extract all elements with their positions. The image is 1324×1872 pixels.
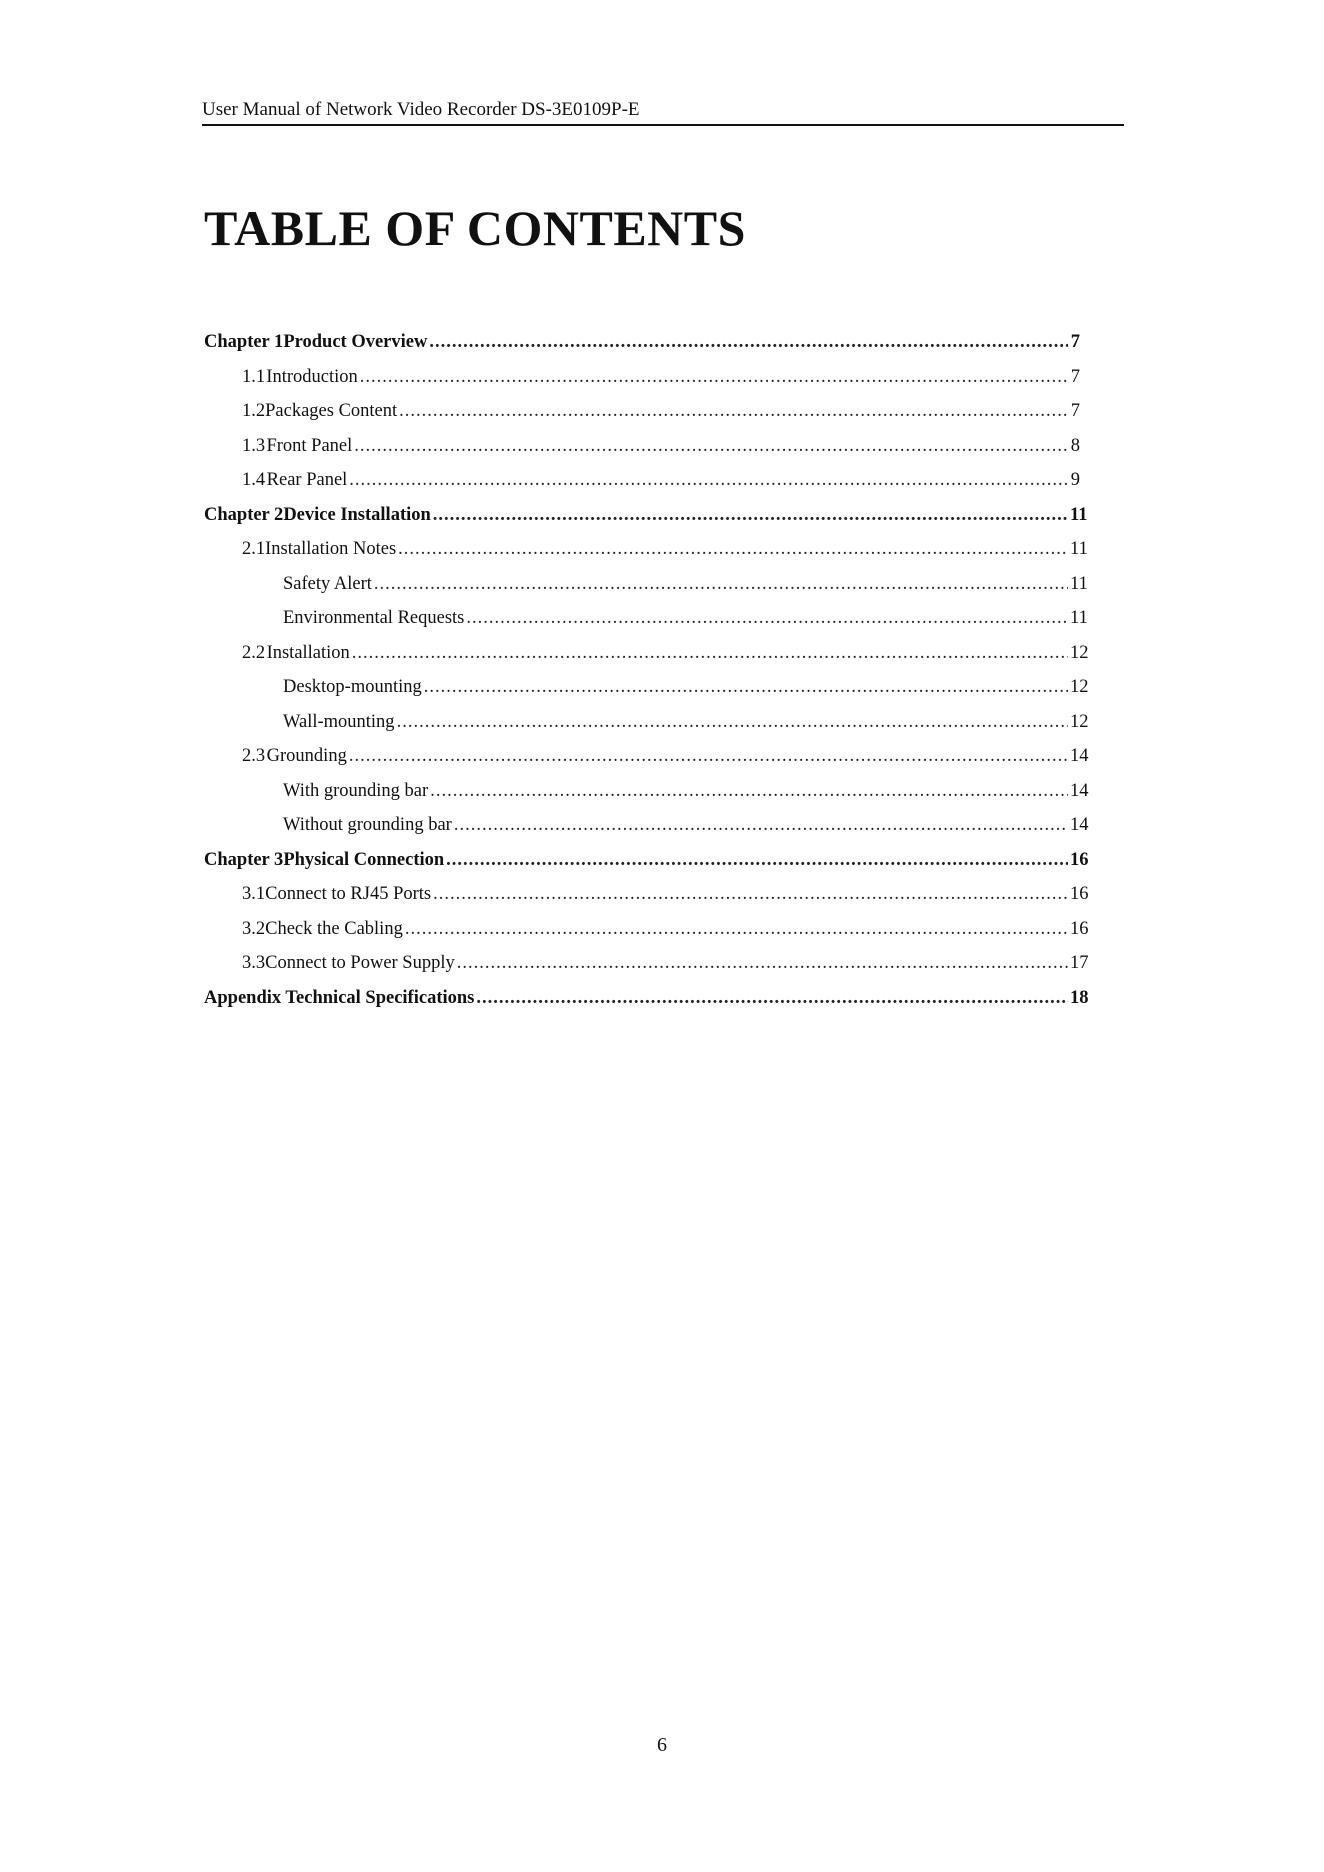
toc-entry-page: 14 [1070, 780, 1089, 801]
toc-entry[interactable] [242, 916, 1089, 942]
toc-entry-page: 7 [1070, 332, 1080, 352]
toc-entry-label: Desktop-mounting [283, 677, 422, 697]
toc-dot-leader [352, 640, 1068, 666]
page-title: TABLE OF CONTENTS [204, 200, 746, 256]
toc-entry-number: 1.3 [242, 435, 266, 456]
toc-dot-leader [466, 605, 1068, 631]
toc-dot-leader [457, 950, 1068, 976]
toc-entry-number: Chapter 3 [204, 849, 284, 870]
toc-entry-label: Physical Connection [283, 849, 445, 870]
toc-entry-page: 11 [1070, 539, 1088, 559]
toc-entry-page: 14 [1070, 746, 1089, 766]
toc-entry-label: Rear Panel [266, 470, 348, 490]
toc-entry[interactable] [242, 743, 1089, 769]
toc-entry-page: 11 [1070, 608, 1088, 628]
toc-dot-leader [429, 329, 1068, 355]
toc-entry-page: 16 [1070, 849, 1089, 870]
toc-entry-page: 11 [1070, 504, 1088, 525]
toc-entry-number: 1.2 [242, 401, 266, 421]
toc-entry-page: 12 [1070, 677, 1089, 697]
toc-entry-page: 8 [1070, 435, 1080, 456]
toc-entry-label: Packages Content [265, 401, 398, 421]
toc-dot-leader [454, 812, 1068, 838]
toc-entry[interactable] [242, 433, 1080, 459]
toc-entry-label: Installation [266, 642, 350, 663]
toc-entry-number: Chapter 2 [204, 504, 284, 525]
toc-entry-number: 2.2 [242, 642, 266, 663]
toc-entry-label: Appendix Technical Specifications [204, 987, 475, 1008]
toc-entry-page: 17 [1070, 953, 1089, 973]
toc-dot-leader [349, 467, 1068, 493]
toc-entry-number: 3.2 [242, 918, 266, 939]
toc-entry-label: Front Panel [266, 435, 353, 456]
toc-entry-page: 7 [1070, 401, 1080, 421]
toc-entry[interactable] [283, 709, 1089, 735]
toc-entry-label: Connect to RJ45 Ports [265, 884, 432, 904]
toc-entry-page: 14 [1070, 815, 1089, 835]
toc-dot-leader [433, 502, 1068, 528]
toc-dot-leader [360, 364, 1068, 390]
toc-entry[interactable] [242, 364, 1080, 390]
toc-entry[interactable] [242, 467, 1080, 493]
toc-entry-number: 3.1 [242, 884, 266, 904]
toc-entry-page: 12 [1070, 711, 1089, 732]
toc-entry[interactable] [204, 502, 1088, 528]
toc-entry-page: 7 [1070, 366, 1080, 387]
toc-dot-leader [424, 674, 1068, 700]
toc-entry-number: 2.3 [242, 746, 266, 766]
toc-entry-label: Wall-mounting [283, 711, 395, 732]
toc-entry-label: Product Overview [283, 332, 428, 352]
toc-dot-leader [405, 916, 1068, 942]
toc-entry-page: 16 [1070, 918, 1089, 939]
toc-entry-label: With grounding bar [283, 780, 429, 801]
toc-entry-label: Check the Cabling [265, 918, 403, 939]
toc-entry-label: Introduction [266, 366, 358, 387]
toc-entry[interactable] [283, 674, 1089, 700]
toc-entry-label: Installation Notes [265, 539, 397, 559]
toc-entry[interactable] [204, 985, 1089, 1011]
toc-entry[interactable] [242, 398, 1080, 424]
toc-entry[interactable] [204, 329, 1080, 355]
toc-entry-page: 18 [1070, 987, 1089, 1008]
toc-entry-number: 2.1 [242, 539, 266, 559]
toc-entry-label: Grounding [266, 746, 347, 766]
toc-dot-leader [399, 398, 1068, 424]
toc-entry[interactable] [283, 812, 1089, 838]
toc-entry[interactable] [283, 605, 1088, 631]
toc-entry-page: 12 [1070, 642, 1089, 663]
toc-entry-label: Safety Alert [283, 573, 372, 594]
toc-entry-label: Connect to Power Supply [265, 953, 455, 973]
toc-dot-leader [354, 433, 1068, 459]
toc-dot-leader [349, 743, 1068, 769]
toc-entry-label: Environmental Requests [283, 608, 465, 628]
toc-entry[interactable] [283, 571, 1088, 597]
toc-entry-page: 11 [1070, 573, 1088, 594]
toc-entry[interactable] [242, 536, 1088, 562]
toc-entry-label: Without grounding bar [283, 815, 452, 835]
toc-entry-number: 3.3 [242, 953, 266, 973]
toc-entry-label: Device Installation [283, 504, 431, 525]
toc-dot-leader [398, 536, 1068, 562]
toc-entry-number: Chapter 1 [204, 332, 284, 352]
toc-dot-leader [433, 881, 1068, 907]
toc-entry[interactable] [242, 950, 1089, 976]
toc-dot-leader [446, 847, 1068, 873]
toc-dot-leader [476, 985, 1068, 1011]
toc-entry-number: 1.1 [242, 366, 266, 387]
toc-entry-page: 16 [1070, 884, 1089, 904]
toc-dot-leader [397, 709, 1068, 735]
toc-dot-leader [374, 571, 1068, 597]
toc-entry[interactable] [204, 847, 1089, 873]
toc-entry-number: 1.4 [242, 470, 266, 490]
toc-entry[interactable] [242, 640, 1089, 666]
toc-entry[interactable] [283, 778, 1089, 804]
toc-dot-leader [430, 778, 1068, 804]
toc-entry[interactable] [242, 881, 1089, 907]
page-number: 6 [657, 1734, 667, 1756]
header-title: User Manual of Network Video Recorder DS-3E0109P-E [202, 99, 640, 120]
toc-entry-page: 9 [1070, 470, 1080, 490]
